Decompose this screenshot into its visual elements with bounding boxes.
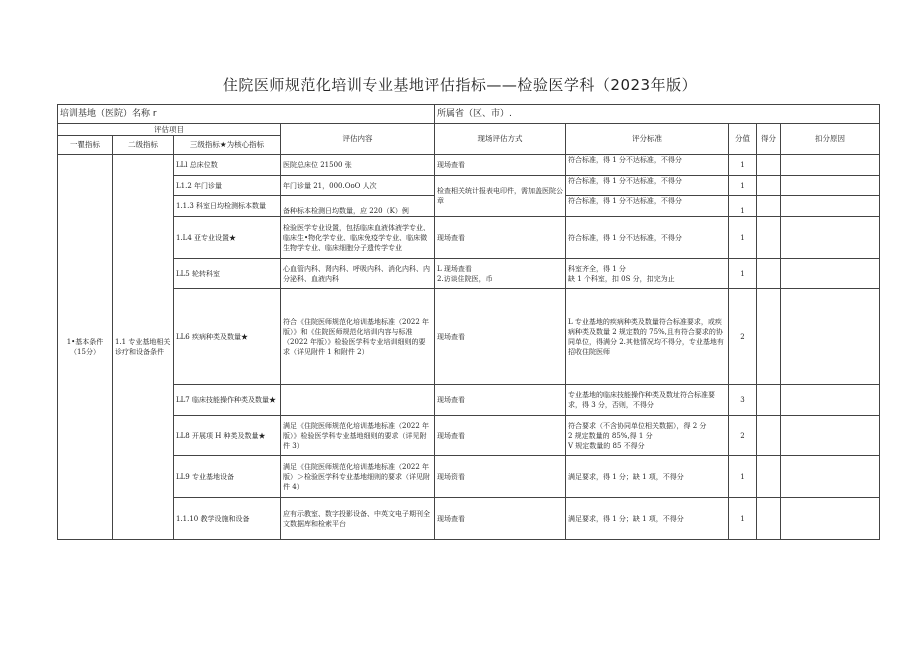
- header-got: 得分: [757, 124, 781, 155]
- standard-cell: 符合标准，得 1 分不达标准，不得分: [566, 176, 729, 196]
- table-row: [58, 498, 880, 540]
- header-method: 现场评估方式: [435, 124, 566, 155]
- score-cell: 2: [729, 289, 757, 385]
- content-cell: 符合《住院医师规范化培训基地标准（2022 年版）》和《住院医师规范化培训内容与标准（2022 年版）》检验医学科专业培训细则的要求（详见附件 1 和附件 2）: [281, 289, 435, 385]
- got-cell: [757, 176, 781, 196]
- level1-cell: 1•基本条件（15分）: [58, 155, 113, 540]
- deduct-cell: [781, 196, 880, 217]
- level3-cell: LL5 轮转科室: [174, 259, 281, 289]
- standard-cell: 科室齐全，得 1 分 缺 1 个科室，扣 0S 分，扣完为止: [566, 259, 729, 289]
- got-cell: [757, 155, 781, 176]
- deduct-cell: [781, 217, 880, 259]
- method-cell: 检查相关统计报表电印件，需加盖医院公章: [435, 176, 566, 217]
- standard-cell: 满足要求，得 1 分；缺 1 项，不得分: [566, 456, 729, 498]
- method-cell: 现场查看: [435, 217, 566, 259]
- got-cell: [757, 456, 781, 498]
- deduct-cell: [781, 259, 880, 289]
- content-cell: 应有示教室、数字投影设备、中英文电子期刊全文数据库和检索平台: [281, 498, 435, 540]
- evaluation-table: [57, 104, 880, 540]
- level3-cell: LL9 专业基地设备: [174, 456, 281, 498]
- content-cell: [281, 385, 435, 416]
- standard-cell: 满足要求，得 1 分；缺 1 项，不得分: [566, 498, 729, 540]
- table-row: [58, 176, 880, 196]
- table-row: [58, 289, 880, 385]
- deduct-cell: [781, 416, 880, 456]
- standard-cell: 专业基地的临床技能操作种类及数址符合标准要求，得 3 分，否则，不得分: [566, 385, 729, 416]
- method-cell: 现场查看: [435, 498, 566, 540]
- standard-cell: L 专业基地的疾病种类及数量符合标准要求，或疾病种类及数量 2 规定数的 75%,且有符合要求的协同单位，得满分 2.其他情况均不得分，专业基地有招收住院医师: [566, 289, 729, 385]
- deduct-cell: [781, 498, 880, 540]
- header-standard: 评分标准: [566, 124, 729, 155]
- level3-cell: 1.1.10 教学设施和设备: [174, 498, 281, 540]
- score-cell: 1: [729, 155, 757, 176]
- content-cell: 心血管内科、肾内科、呼吸内科、消化内科、内分泌科、血液内科: [281, 259, 435, 289]
- level3-cell: LL7 临床技能操作种类及数量★: [174, 385, 281, 416]
- score-cell: 1: [729, 196, 757, 217]
- score-cell: 1: [729, 498, 757, 540]
- table-row: [58, 385, 880, 416]
- score-cell: 2: [729, 416, 757, 456]
- level3-cell: 1.1.3 科室日均检测标本数量: [174, 196, 281, 217]
- table-row: [58, 456, 880, 498]
- deduct-cell: [781, 176, 880, 196]
- method-cell: 现场查看: [435, 385, 566, 416]
- level2-cell: 1.1 专业基地相关诊疗和设备条件: [113, 155, 174, 540]
- content-cell: 年门诊量 21，000.OoO 人次: [281, 176, 435, 196]
- page-title: 住院医师规范化培训专业基地评估指标——检验医学科（2023年版）: [222, 76, 698, 94]
- level3-cell: LL6 疾病种类及数量★: [174, 289, 281, 385]
- base-name-label: 培训基地（医院）名称 r: [58, 105, 435, 124]
- got-cell: [757, 385, 781, 416]
- table-row: [58, 217, 880, 259]
- content-cell: 满足《住院医师规范化培训基地标准（2022 年版）＞检验医学科专业基地细则的要求（详见附件 4）: [281, 456, 435, 498]
- level3-cell: LL8 开展项 H 种类及数量★: [174, 416, 281, 456]
- deduct-cell: [781, 385, 880, 416]
- deduct-cell: [781, 155, 880, 176]
- deduct-cell: [781, 456, 880, 498]
- header-level1: 一瞿指标: [58, 136, 113, 155]
- method-cell: L 现场查看 2.访谈住院医，币: [435, 259, 566, 289]
- header-content: 评估内容: [281, 124, 435, 155]
- standard-cell: 符合标准，得 1 分不达标准，不得分: [566, 217, 729, 259]
- score-cell: 1: [729, 259, 757, 289]
- score-cell: 1: [729, 176, 757, 196]
- content-cell: 满足《住院医师规范化培训基地标准（2022 年版）》检验医学科专业基地细则的要求（详见附件 3）: [281, 416, 435, 456]
- standard-cell: 符合标准，得 1 分不达标准，不得分: [566, 155, 729, 176]
- score-cell: 3: [729, 385, 757, 416]
- deduct-cell: [781, 289, 880, 385]
- province-label: 所属省（区、市）.: [435, 105, 880, 124]
- method-cell: 现场查看: [435, 155, 566, 176]
- table-row: [58, 155, 880, 176]
- content-cell: 医院总床位 21500 张: [281, 155, 435, 176]
- got-cell: [757, 289, 781, 385]
- content-cell: 检验医学专业设置，包括临床血液体液学专业、临床生•物化学专业、临床免疫学专业、临床微生物学专业、临床细胞分子遗传学专业: [281, 217, 435, 259]
- table-row: [58, 259, 880, 289]
- got-cell: [757, 498, 781, 540]
- header-eval-items: 评估项目: [58, 124, 281, 136]
- level3-cell: LLl 总床位数: [174, 155, 281, 176]
- score-cell: 1: [729, 217, 757, 259]
- method-cell: 现场查看: [435, 416, 566, 456]
- score-cell: 1: [729, 456, 757, 498]
- table-row: [58, 416, 880, 456]
- got-cell: [757, 259, 781, 289]
- method-cell: 现场资看: [435, 456, 566, 498]
- got-cell: [757, 416, 781, 456]
- standard-cell: 符合要求（不含协同单位相关数据），得 2 分 2 规定数量的 85%,得 1 分 V 规定数量的 85 不得分: [566, 416, 729, 456]
- header-level3: 三级指标★为核心指标: [174, 136, 281, 155]
- header-deduct: 扣分原因: [781, 124, 880, 155]
- method-cell: 现场查看: [435, 289, 566, 385]
- level3-cell: 1.L4 亚专业设置★: [174, 217, 281, 259]
- got-cell: [757, 217, 781, 259]
- header-score: 分值: [729, 124, 757, 155]
- header-level2: 二级指标: [113, 136, 174, 155]
- standard-cell: 符合标准，得 1 分不达标准，不得分: [566, 196, 729, 217]
- content-cell: 备种标本检测日均数量，应 220（K）例: [281, 196, 435, 217]
- got-cell: [757, 196, 781, 217]
- level3-cell: L1.2 年门诊量: [174, 176, 281, 196]
